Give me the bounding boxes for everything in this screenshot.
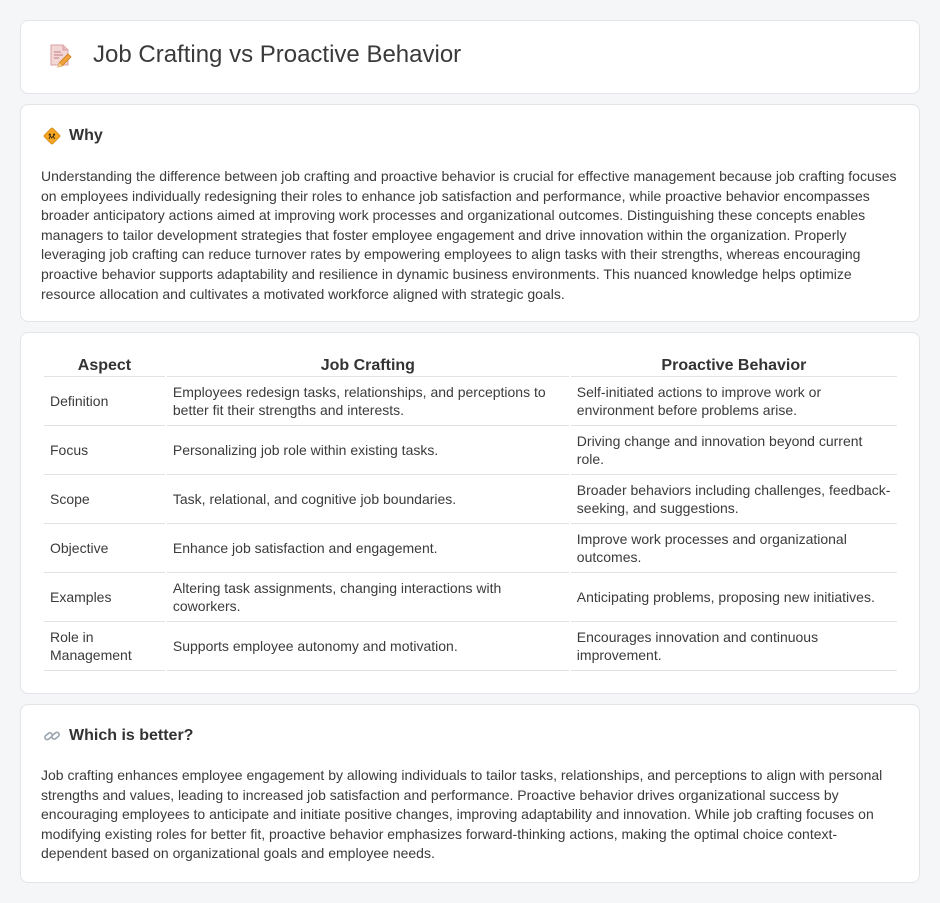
aspect-cell: Examples bbox=[44, 573, 165, 622]
table-row bbox=[44, 524, 897, 573]
better-heading bbox=[43, 727, 193, 745]
warning-sign-icon bbox=[43, 127, 61, 145]
job-crafting-cell: Enhance job satisfaction and engagement. bbox=[167, 524, 569, 573]
comparison-table bbox=[42, 355, 899, 671]
table-row bbox=[44, 475, 897, 524]
header-aspect: Aspect bbox=[44, 355, 165, 377]
aspect-cell: Objective bbox=[44, 524, 165, 573]
job-crafting-cell: Employees redesign tasks, relationships, and perceptions to better fit their strengths and interests. bbox=[167, 377, 569, 426]
job-crafting-cell: Supports employee autonomy and motivation. bbox=[167, 622, 569, 671]
proactive-behavior-cell: Improve work processes and organizational outcomes. bbox=[571, 524, 897, 573]
why-title: Why bbox=[69, 127, 103, 144]
job-crafting-cell: Altering task assignments, changing interactions with coworkers. bbox=[167, 573, 569, 622]
proactive-behavior-cell: Self-initiated actions to improve work or environment before problems arise. bbox=[571, 377, 897, 426]
table-row bbox=[44, 573, 897, 622]
header-job-crafting: Job Crafting bbox=[167, 355, 569, 377]
page-header bbox=[47, 41, 461, 69]
proactive-behavior-cell: Broader behaviors including challenges, feedback-seeking, and suggestions. bbox=[571, 475, 897, 524]
job-crafting-cell: Task, relational, and cognitive job boundaries. bbox=[167, 475, 569, 524]
why-section bbox=[20, 104, 920, 322]
better-title: Which is better? bbox=[69, 727, 194, 744]
aspect-cell: Focus bbox=[44, 426, 165, 475]
comparison-section bbox=[20, 332, 920, 694]
proactive-behavior-cell: Driving change and innovation beyond current role. bbox=[571, 426, 897, 475]
why-text: Understanding the difference between job crafting and proactive behavior is crucial for effective management because job crafting focuses on employees individually redesigning their roles to enhance job satisfaction and performance, while proactive behavior encompasses broader anticipatory actions aimed at improving work processes and organizational outcomes. Distinguishing these concepts enables managers to tailor development strategies that foster employee engagement and drive innovation within the organization. Properly leveraging job crafting can reduce turnover rates by empowering employees to align tasks with their strengths, whereas encouraging proactive behavior supports adaptability and resilience in dynamic business environments. This nuanced knowledge helps optimize resource allocation and cultivates a motivated workforce aligned with strategic goals. bbox=[41, 168, 897, 302]
table-header-row bbox=[44, 355, 897, 377]
page-title: Job Crafting vs Proactive Behavior bbox=[93, 41, 462, 68]
table-row bbox=[44, 426, 897, 475]
table-row bbox=[44, 622, 897, 671]
proactive-behavior-cell: Encourages innovation and continuous improvement. bbox=[571, 622, 897, 671]
aspect-cell: Role in Management bbox=[44, 622, 165, 671]
proactive-behavior-cell: Anticipating problems, proposing new initiatives. bbox=[571, 573, 897, 622]
aspect-cell: Definition bbox=[44, 377, 165, 426]
job-crafting-cell: Personalizing job role within existing tasks. bbox=[167, 426, 569, 475]
which-is-better-section bbox=[20, 704, 920, 883]
header-card bbox=[20, 20, 920, 94]
better-text: Job crafting enhances employee engagement by allowing individuals to tailor tasks, relationships, and perceptions to align with personal strengths and values, leading to increased job satisfaction and performance. Proactive behavior drives organizational success by encouraging employees to anticipate and initiate positive changes, improving adaptability and innovation. While job crafting focuses on modifying existing roles for better fit, proactive behavior emphasizes forward-thinking actions, making the optimal choice context-dependent based on organizational goals and employee needs. bbox=[41, 767, 883, 862]
aspect-cell: Scope bbox=[44, 475, 165, 524]
table-row bbox=[44, 377, 897, 426]
why-heading bbox=[43, 127, 103, 145]
link-icon bbox=[43, 727, 61, 745]
document-pencil-icon bbox=[47, 42, 73, 68]
header-proactive-behavior: Proactive Behavior bbox=[571, 355, 897, 377]
